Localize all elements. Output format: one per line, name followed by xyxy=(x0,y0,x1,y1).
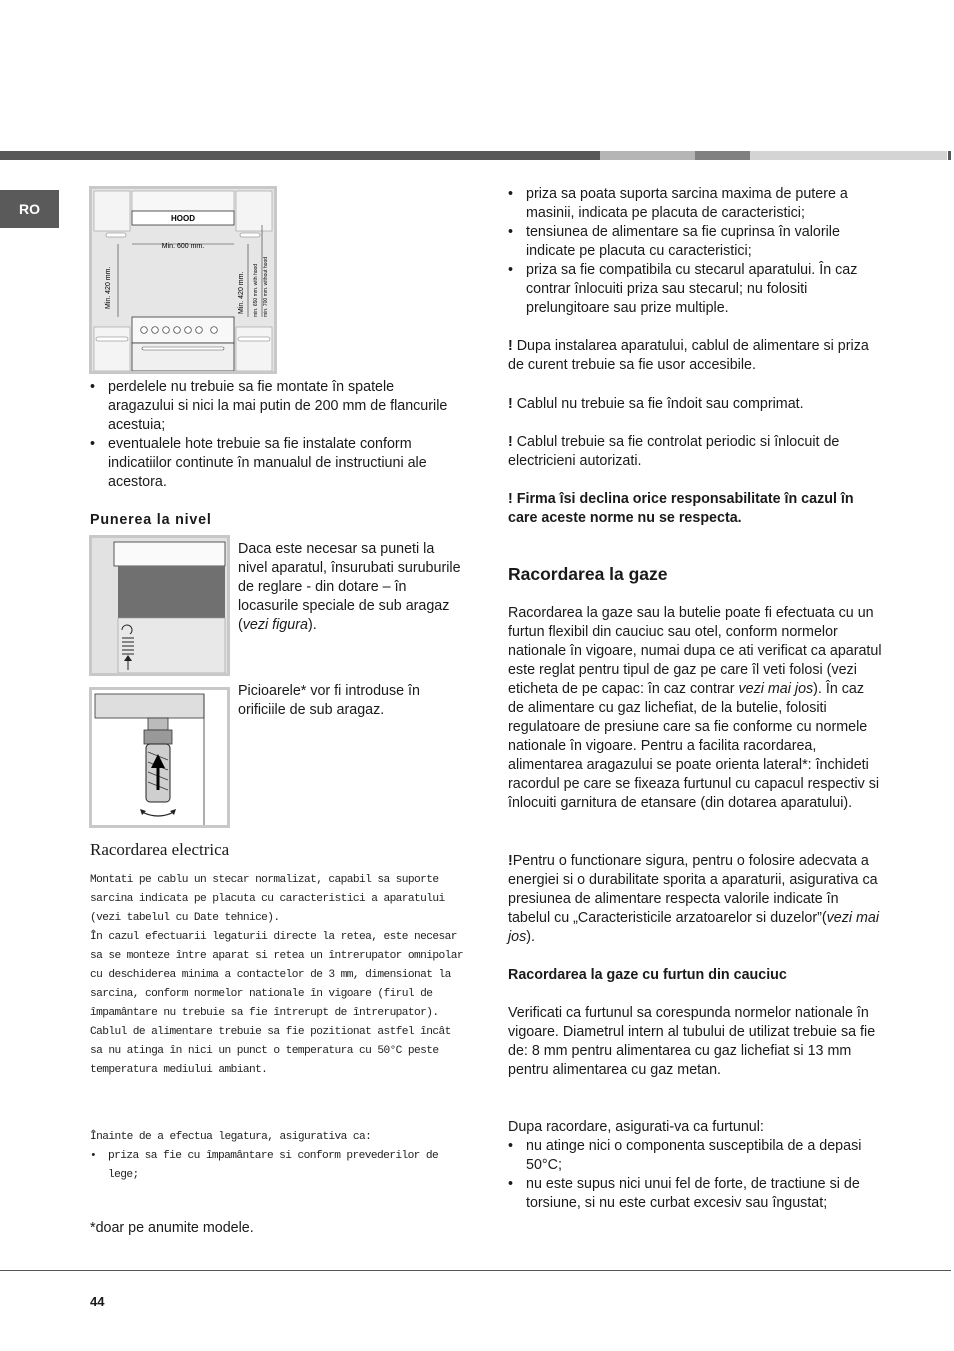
min-420-right-label: Min. 420 mm. xyxy=(238,271,245,314)
gas-paragraph xyxy=(508,604,883,813)
gas-heading: Racordarea la gaze xyxy=(508,564,668,584)
safety-paragraph: !Pentru o functionare sigura, pentru o folosire adecvata a energiei si o durabilitate sporita a aparaturii, asigurativa ca presiunea de alimentare respecta valorile indicate în tabelul cu „Caracteristicile arzatoarelor si duzelor”(vezi mai jos). xyxy=(508,853,880,945)
before-connection-text: Înainte de a efectua legatura, asigurativa ca: xyxy=(90,1131,372,1143)
no-hood-distance-label: min. 700 mm. without hood xyxy=(263,256,269,317)
warning-check: ! Cablul trebuie sa fie controlat periodic si înlocuit de electricieni autorizati. xyxy=(508,434,840,469)
feet-figure xyxy=(89,687,230,828)
list-item: • priza sa poata suporta sarcina maxima de putere a masinii, indicata pe placuta de caracteristici; xyxy=(508,185,883,223)
warning-accessible-text: Dupa instalarea aparatului, cablul de alimentare si priza de curent trebuie sa fie usor accesibile. xyxy=(508,338,869,373)
header-bar-dark xyxy=(0,151,600,160)
list-item: • tensiunea de alimentare sa fie cuprinsa în valorile indicate pe placuta cu caracteristici; xyxy=(508,223,883,261)
header-bar-light xyxy=(600,151,695,160)
list-item: • priza sa fie compatibila cu stecarul aparatului. În caz contrar înlocuiti priza sau stecarul; nu folositi prelungitoare sau prize multiple. xyxy=(508,261,883,318)
gas-paragraph-a: Racordarea la gaze sau la butelie poate fi efectuata cu un furtun flexibil din cauciuc sau otel, conform normelor nationale în vigoare, numai dupa ce ati verificat ca aparatul este reglat pentru tipul de gaz pe care îl veti folosi (vezi eticheta de pe capac: în caz contrar xyxy=(508,605,882,697)
safety-paragraph-b: ). xyxy=(526,929,536,945)
hood-distance-label: min. 650 mm. with hood xyxy=(253,263,259,317)
curtains-hood-list-block xyxy=(90,378,462,492)
socket-requirements-list xyxy=(508,185,883,318)
feet-diagram xyxy=(92,690,227,825)
gas-paragraph-em: vezi mai jos xyxy=(738,681,814,697)
warning-check-text: Cablul trebuie sa fie controlat periodic si înlocuit de electricieni autorizati. xyxy=(508,434,840,469)
after-connection-block xyxy=(508,1137,883,1213)
warning-bend-text: Cablul nu trebuie sa fie îndoit sau comprimat. xyxy=(516,396,804,412)
rubber-hose-heading: Racordarea la gaze cu furtun din cauciuc xyxy=(508,967,787,983)
after-connection-list xyxy=(508,1137,883,1213)
language-tab: RO xyxy=(0,190,59,228)
warning-liability: ! Firma îsi declina orice responsabilitate în cazul în care aceste norme nu se respecta. xyxy=(508,491,854,526)
leveling-heading: Punerea la nivel xyxy=(90,512,212,528)
page-number: 44 xyxy=(90,1294,105,1309)
hood-diagram xyxy=(92,189,274,371)
curtains-hood-list xyxy=(90,378,462,492)
leveling-text xyxy=(238,540,466,635)
header-bar-end xyxy=(948,151,951,160)
footer-rule xyxy=(0,1270,951,1271)
list-item: • perdelele nu trebuie sa fie montate în spatele aragazului si nici la mai putin de 200 mm de flancurile acestuia; xyxy=(90,378,462,435)
header-bar-pale xyxy=(750,151,947,160)
footnote: *doar pe anumite modele. xyxy=(90,1220,254,1236)
leveling-text-b: ). xyxy=(307,617,317,633)
list-item: • nu atinge nici o componenta susceptibila de a depasi 50°C; xyxy=(508,1137,883,1175)
min-420-left-label: Min. 420 mm. xyxy=(105,266,112,309)
warning-liability-text: Firma îsi declina orice responsabilitate în cazul în care aceste norme nu se respecta. xyxy=(508,491,854,526)
warning-bend: ! Cablul nu trebuie sa fie îndoit sau comprimat. xyxy=(508,396,804,412)
electric-paragraph: Montati pe cablu un stecar normalizat, capabil sa suporte sarcina indicata pe placuta cu caracteristici a aparatului (vezi tabelul cu Date tehnice). În cazul efectuarii legaturii directe la retea, este necesar sa se monteze între aparat si retea un întrerupator omnipolar cu deschiderea minima a contactelor de 3 mm, dimensionat la sarcina, conform normelor nationale în vigoare (firul de împamântare nu trebuie sa fie întrerupt de întrerupator). Cablul de alimentare trebuie sa fie pozitionat astfel încât sa nu atinga în nici un punct o temperatura cu 50°C peste temperatura mediului ambiant. xyxy=(90,874,463,1076)
safety-paragraph-em: vezi mai jos xyxy=(508,910,880,945)
warning-accessible: ! Dupa instalarea aparatului, cablul de alimentare si priza de curent trebuie sa fie usor accesibile. xyxy=(508,338,869,373)
leveling-figure xyxy=(89,535,230,676)
safety-paragraph-a: Pentru o functionare sigura, pentru o folosire adecvata a energiei si o durabilitate sporita a aparaturii, asigurativa ca presiunea de alimentare respecta valorile indicate în tabelul cu „Caracteristicile arzatoarelor si duzelor”( xyxy=(508,853,878,926)
electric-heading: Racordarea electrica xyxy=(90,840,230,859)
list-item: • eventualele hote trebuie sa fie instalate conform indicatiilor continute în manualul de instructiuni ale acestora. xyxy=(90,435,462,492)
min-600-label: Min. 600 mm. xyxy=(161,243,205,250)
hood-label: HOOD xyxy=(171,214,195,223)
list-item: • nu este supus nici unui fel de forte, de tractiune si de torsiune, si nu este curbat excesiv sau îngustat; xyxy=(508,1175,883,1213)
list-item: • priza sa fie cu împamântare si conform prevederilor de lege; xyxy=(90,1147,468,1185)
hood-installation-figure xyxy=(89,186,277,374)
gas-paragraph-b: ). În caz de alimentare cu gaz lichefiat, de la butelie, folositi regulatoare de presiune care sa fie conforme cu normele nationale în vigoare. Pentru a facilita racordarea, alimentarea aragazului se poate orienta lateral*: închideti racordul pe care se fixeaza furtunul cu capacul respectiv si înlocuiti garnitura de etansare (din dotarea aparatului). xyxy=(508,681,880,811)
after-connection-text: Dupa racordare, asigurati-va ca furtunul: xyxy=(508,1119,764,1135)
leveling-diagram xyxy=(92,538,227,673)
rubber-hose-paragraph: Verificati ca furtunul sa corespunda normelor nationale în vigoare. Diametrul intern al tubului de utilizat trebuie sa fie de: 8 mm pentru alimentarea cu gaz lichefiat si 13 mm pentru alimentarea cu gaz metan. xyxy=(508,1005,876,1078)
header-bar-mid xyxy=(695,151,750,160)
socket-requirements-block xyxy=(508,185,883,318)
leveling-text-a: Daca este necesar sa puneti la nivel aparatul, însurubati suruburile de reglare - din dotare – în locasurile speciale de sub aragaz ( xyxy=(238,541,461,633)
before-connection-list xyxy=(90,1147,468,1185)
feet-text: Picioarele* vor fi introduse în orificiile de sub aragaz. xyxy=(238,683,420,718)
leveling-text-em: vezi figura xyxy=(242,617,308,633)
